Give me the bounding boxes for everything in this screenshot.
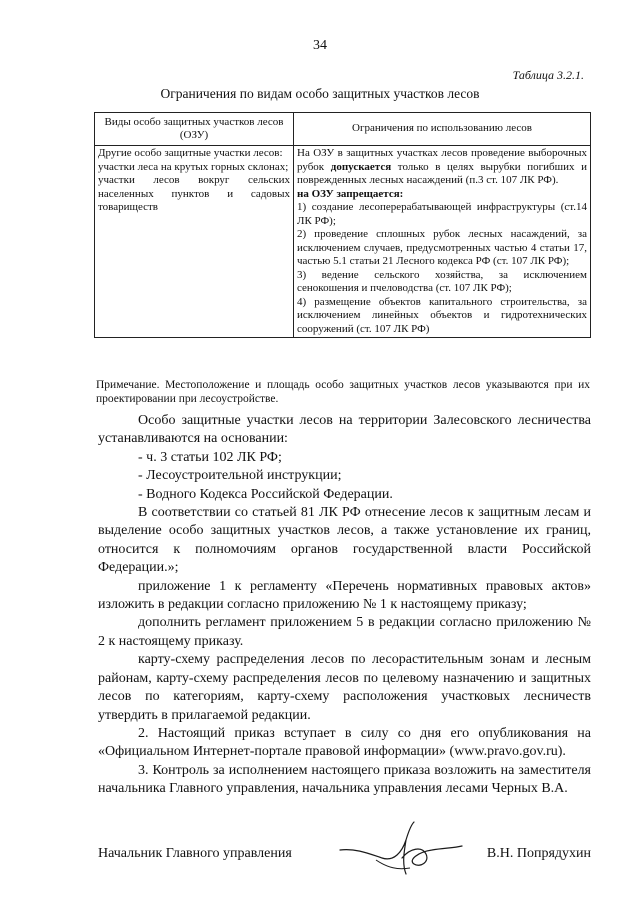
restriction-forbidden-heading: на ОЗУ запрещается: xyxy=(297,187,404,200)
signatory-name: В.Н. Попрядухин xyxy=(486,846,591,861)
table-note: Примечание. Местоположение и площадь особо защитных участков лесов указываются при их проектировании при лесоустройстве. xyxy=(96,379,590,405)
restriction-item: 2) проведение сплошных рубок лесных насаждений, за исключением случаев, предусмотренных частью 4 статьи 17, частью 5.1 статьи 21 Лесного кодекса РФ (ст. 107 ЛК РФ); xyxy=(297,228,587,267)
paragraph: В соответствии со статьей 81 ЛК РФ отнесение лесов к защитным лесам и выделение особо защитных участков лесов, а также установление их границ, относится к полномочиям органов государственной власти Российской Федерации.»; xyxy=(98,505,591,576)
signatory-position: Начальник Главного управления xyxy=(98,846,292,861)
body-text xyxy=(98,412,591,799)
header-restrictions: Ограничения по использованию лесов xyxy=(294,113,591,146)
bullet-item: - ч. 3 статьи 102 ЛК РФ; xyxy=(138,449,282,465)
ozu-type-item: участки леса на крутых горных склонах; xyxy=(98,160,289,173)
restrictions-table xyxy=(94,112,591,338)
bullet-item: - Водного Кодекса Российской Федерации. xyxy=(138,486,393,502)
handwritten-signature xyxy=(336,818,466,880)
restriction-item: 3) ведение сельского хозяйства, за исключением сенокошения и пчеловодства (ст. 107 ЛК РФ); xyxy=(297,268,587,294)
paragraph: приложение 1 к регламенту «Перечень нормативных правовых актов» изложить в редакции согласно приложению № 1 к настоящему приказу; xyxy=(98,578,591,613)
page-number: 34 xyxy=(313,38,327,53)
table-title: Ограничения по видам особо защитных участков лесов xyxy=(160,86,480,101)
ozu-types-cell xyxy=(95,146,294,338)
paragraph: Особо защитные участки лесов на территории Залесовского лесничества устанавливаются на основании: xyxy=(98,413,591,447)
table-row xyxy=(95,146,591,338)
paragraph: карту-схему распределения лесов по лесорастительным зонам и лесным районам, карту-схему распределения лесов по целевому назначению и защитных лесов по категориям, карту-схему расположения участковых лесничеств утвердить в прилагаемой редакции. xyxy=(98,652,591,723)
paragraph: 3. Контроль за исполнением настоящего приказа возложить на заместителя начальника Главного управления, начальника управления лесами Черных В.А. xyxy=(98,762,591,797)
restriction-intro: На ОЗУ в защитных участках лесов проведение выборочных рубок допускается только в целях вырубки погибших и поврежденных лесных насаждений (п.3 ст. 107 ЛК РФ). xyxy=(297,147,587,186)
ozu-type-item: участки лесов вокруг сельских населенных пунктов и садовых товариществ xyxy=(98,174,290,213)
table-label: Таблица 3.2.1. xyxy=(512,68,584,82)
restriction-item: 1) создание лесоперерабатывающей инфраструктуры (ст.14 ЛК РФ); xyxy=(297,201,587,227)
ozu-type-item: Другие особо защитные участки лесов: xyxy=(98,147,283,159)
paragraph: дополнить регламент приложением 5 в редакции согласно приложению № 2 к настоящему приказу. xyxy=(98,615,591,649)
restrictions-cell xyxy=(294,146,591,338)
table-header-row xyxy=(95,113,591,146)
header-ozu-types: Виды особо защитных участков лесов (ОЗУ) xyxy=(95,113,294,146)
restriction-item: 4) размещение объектов капитального строительства, за исключением линейных объектов и гидротехнических сооружений (ст. 107 ЛК РФ) xyxy=(297,295,587,335)
paragraph: 2. Настоящий приказ вступает в силу со дня его опубликования на «Официальном Интернет-портале правовой информации» (www.pravo.gov.ru). xyxy=(98,725,591,760)
bullet-item: - Лесоустроительной инструкции; xyxy=(138,468,342,484)
